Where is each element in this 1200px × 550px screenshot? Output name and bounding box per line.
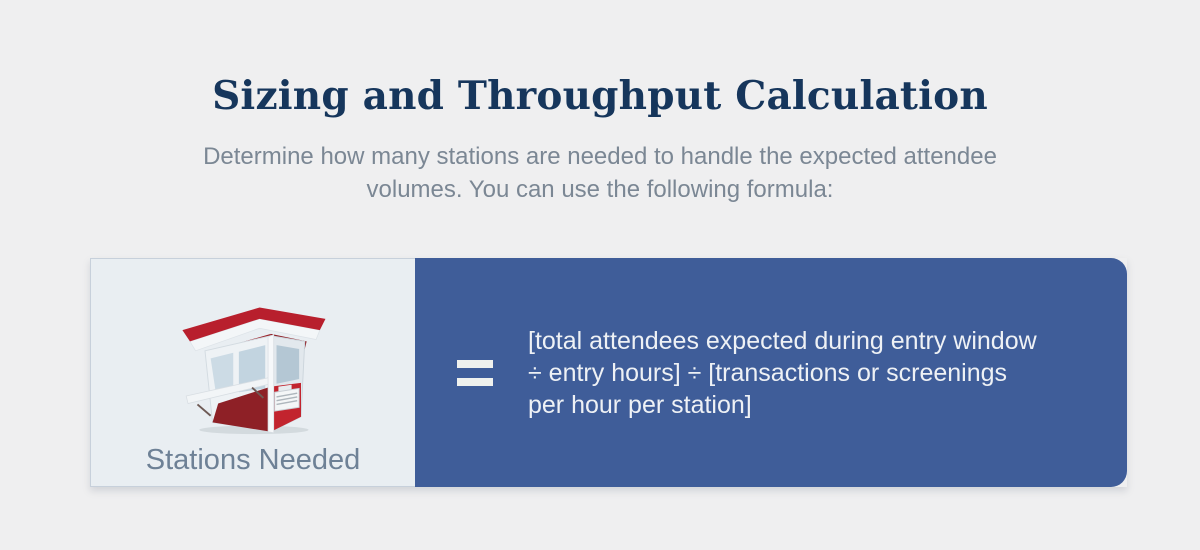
page-title: Sizing and Throughput Calculation xyxy=(212,73,988,119)
ticket-booth-icon xyxy=(173,289,333,439)
stations-panel xyxy=(90,258,415,487)
formula-line-3: per hour per station] xyxy=(528,390,752,419)
subtitle-line-1: Determine how many stations are needed to handle the expected attendee xyxy=(203,143,997,170)
formula-panel xyxy=(415,258,1127,487)
formula-line-2: ÷ entry hours] ÷ [transactions or screenings xyxy=(528,358,1008,387)
page-subtitle xyxy=(0,140,1200,206)
equals-icon xyxy=(457,360,493,386)
formula-text xyxy=(528,325,1037,421)
equals-bar-bottom xyxy=(457,378,493,386)
calculation-card xyxy=(90,258,1127,487)
formula-line-1: [total attendees expected during entry window xyxy=(528,326,1037,355)
stations-label: Stations Needed xyxy=(145,444,361,476)
equals-bar-top xyxy=(457,360,493,368)
subtitle-line-2: volumes. You can use the following formula: xyxy=(366,176,834,203)
